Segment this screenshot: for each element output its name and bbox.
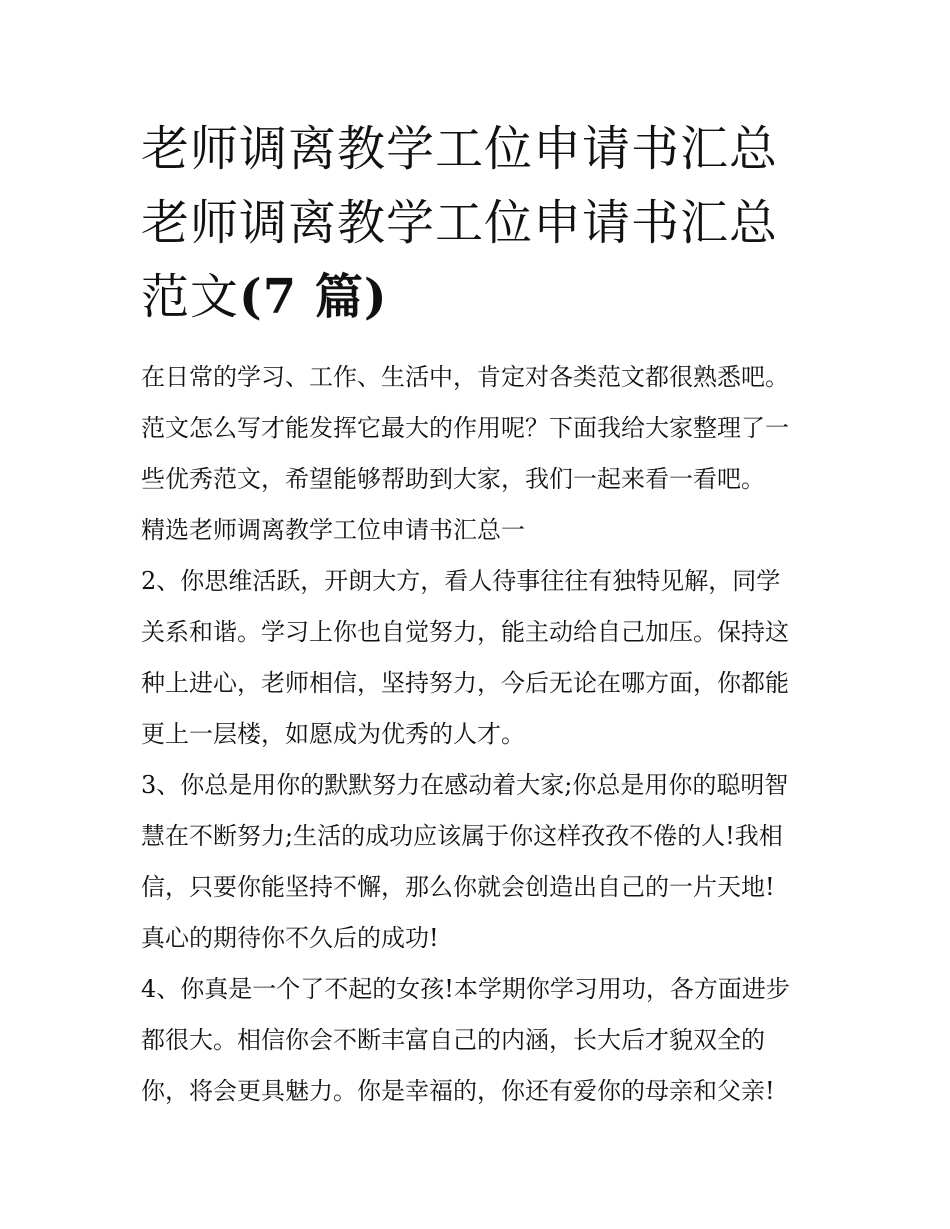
body-line: 都很大。相信你会不断丰富自己的内涵，长大后才貌双全的 <box>141 1026 765 1054</box>
body-line: 种上进心，老师相信，坚持努力，今后无论在哪方面，你都能 <box>141 669 789 697</box>
title-line-3 <box>141 260 821 334</box>
body-line: 2、你思维活跃，开朗大方，看人待事往往有独特见解，同学 <box>141 567 781 595</box>
body-line: 更上一层楼，如愿成为优秀的人才。 <box>141 720 525 748</box>
body-line: 慧在不断努力;生活的成功应该属于你这样孜孜不倦的人!我相 <box>141 822 783 850</box>
body-line: 范文怎么写才能发挥它最大的作用呢？下面我给大家整理了一 <box>141 414 789 442</box>
body-line: 真心的期待你不久后的成功! <box>141 924 439 952</box>
body-line: 信，只要你能坚持不懈，那么你就会创造出自己的一片天地! <box>141 873 775 901</box>
body-line: 4、你真是一个了不起的女孩!本学期你学习用功，各方面进步 <box>141 975 790 1003</box>
section-heading: 精选老师调离教学工位申请书汇总一 <box>141 516 525 544</box>
title-line-2: 老师调离教学工位申请书汇总 <box>141 195 779 251</box>
body-line: 你，将会更具魅力。你是幸福的，你还有爱你的母亲和父亲! <box>141 1077 775 1105</box>
title-line-3-prefix: 范文 <box>141 269 240 325</box>
body-line: 关系和谐。学习上你也自觉努力，能主动给自己加压。保持这 <box>141 618 789 646</box>
body-line: 在日常的学习、工作、生活中，肯定对各类范文都很熟悉吧。 <box>141 363 789 391</box>
title-line-3-count: (7 篇) <box>239 269 388 325</box>
body-line: 些优秀范文，希望能够帮助到大家，我们一起来看一看吧。 <box>141 465 765 493</box>
body-line: 3、你总是用你的默默努力在感动着大家;你总是用你的聪明智 <box>141 771 789 799</box>
document-title <box>141 112 821 334</box>
title-line-1: 老师调离教学工位申请书汇总 <box>141 121 779 177</box>
document-body <box>141 352 821 1117</box>
